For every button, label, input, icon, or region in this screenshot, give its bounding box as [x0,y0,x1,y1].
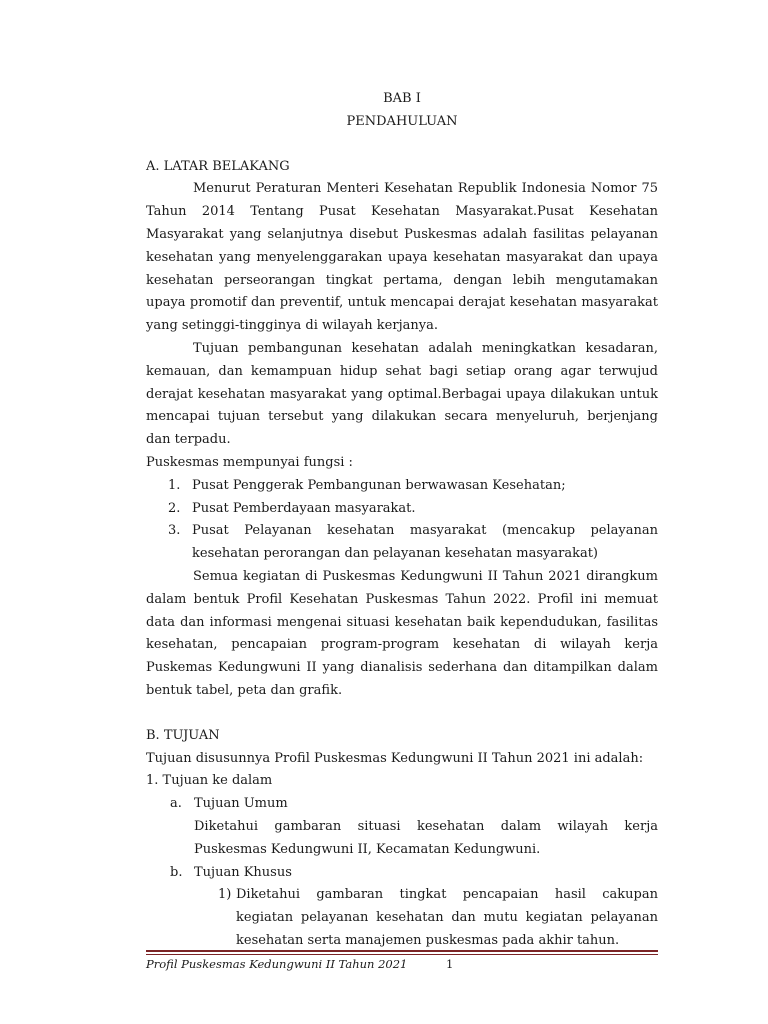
tujuan-umum-title: Tujuan Umum [194,796,288,812]
fungsi-intro: Puskesmas mempunyai fungsi : [146,454,353,470]
paragraph-2: Tujuan pembangunan kesehatan adalah meningkatkan kesadaran, kemauan, dan kemampuan hidup sehat bagi setiap orang agar terwujud derajat kesehatan masyarakat yang optimal.Berbagai upaya dilakukan untuk mencapai tujuan tersebut yang dilakukan secara menyeluruh, berjenjang dan terpadu. [146,340,658,448]
list-item [146,520,658,566]
section-b-heading: B. TUJUAN [146,727,220,743]
paragraph-1: Menurut Peraturan Menteri Kesehatan Republik Indonesia Nomor 75 Tahun 2014 Tentang Pusat Kesehatan Masyarakat.Pusat Kesehatan Masyarakat yang selanjutnya disebut Puskesmas adalah fasilitas pelayanan kesehatan yang menyelenggarakan upaya kesehatan masyarakat dan upaya kesehatan perseorangan tingkat pertama, dengan lebih mengutamakan upaya promotif dan preventif, untuk mencapai derajat kesehatan masyarakat yang setinggi-tingginya di wilayah kerjanya. [146,181,658,334]
sub-item-letter: b. [170,864,183,880]
chapter-number: BAB I [383,91,421,106]
paragraph-3: Semua kegiatan di Puskesmas Kedungwuni II Tahun 2021 dirangkum dalam bentuk Profil Kesehatan Puskesmas Tahun 2022. Profil ini memuat data dan informasi mengenai situasi kesehatan baik kependudukan, fasilitas kesehatan, pencapaian program-program kesehatan di wilayah kerja Puskemas Kedungwuni II yang dianalisis sederhana dan ditampilkan dalam bentuk tabel, peta dan grafik. [146,568,658,698]
list-text: Pusat Pelayanan kesehatan masyarakat (mencakup pelayanan kesehatan perorangan dan pelayanan kesehatan masyarakat) [192,523,658,562]
sub-sub-text: Diketahui gambaran tingkat pencapaian hasil cakupan kegiatan pelayanan kesehatan dan mutu kegiatan pelayanan kesehatan serta manajemen puskesmas pada akhir tahun. [236,887,658,948]
sub-item-a [146,793,658,861]
tujuan-item-1: 1. Tujuan ke dalam [146,773,273,789]
section-a-heading: A. LATAR BELAKANG [146,158,290,174]
list-item [146,498,658,521]
page-footer [146,957,658,971]
footer-rule [146,950,658,955]
sub-item-letter: a. [170,796,182,812]
page-content [146,88,658,953]
tujuan-khusus-title: Tujuan Khusus [194,864,292,880]
page-number: 1 [446,957,454,971]
chapter-title: PENDAHULUAN [346,113,458,129]
sub-sub-item-1 [146,884,658,952]
sub-item-b [146,862,658,885]
tujuan-intro: Tujuan disusunnya Profil Puskesmas Kedungwuni II Tahun 2021 ini adalah: [146,750,644,766]
list-number: 1. [168,477,181,493]
tujuan-umum-text: Diketahui gambaran situasi kesehatan dalam wilayah kerja Puskesmas Kedungwuni II, Kecamatan Kedungwuni. [194,818,658,857]
list-text: Pusat Penggerak Pembangunan berwawasan Kesehatan; [192,477,566,493]
list-text: Pusat Pemberdayaan masyarakat. [192,500,416,516]
list-number: 3. [168,523,181,539]
list-item [146,475,658,498]
list-number: 2. [168,500,181,516]
sub-sub-number: 1) [218,887,232,903]
footer-title: Profil Puskesmas Kedungwuni II Tahun 2021 [146,957,408,971]
